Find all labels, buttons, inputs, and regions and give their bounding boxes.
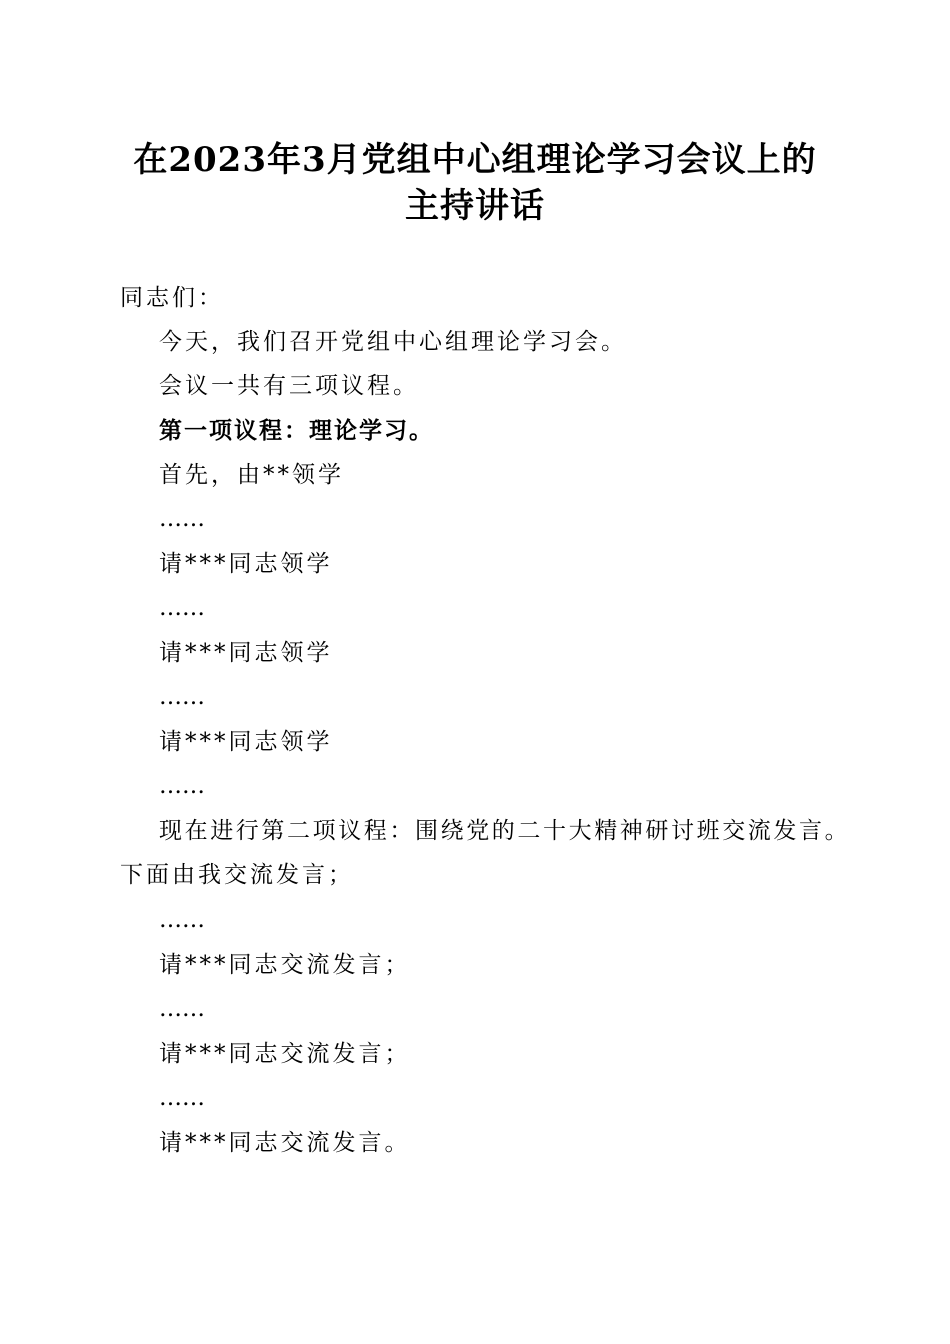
- paragraph: 请***同志交流发言；: [159, 952, 411, 978]
- paragraph: 请***同志交流发言。: [159, 1130, 411, 1156]
- paragraph: 今天，我们召开党组中心组理论学习会。: [159, 329, 627, 355]
- document-title-line-2: 主持讲话: [405, 186, 545, 226]
- paragraph: 请***同志领学: [159, 729, 333, 755]
- paragraph: 会议一共有三项议程。: [159, 373, 419, 399]
- ellipsis-line: ……: [159, 1085, 205, 1111]
- ellipsis-line: ……: [159, 506, 205, 532]
- paragraph-continuation: 下面由我交流发言；: [120, 862, 354, 888]
- document-title-line-1: 在2023年3月党组中心组理论学习会议上的: [133, 140, 817, 180]
- salutation: 同志们：: [120, 285, 224, 311]
- paragraph: 首先，由**领学: [159, 462, 344, 488]
- paragraph: 现在进行第二项议程：围绕党的二十大精神研讨班交流发言。: [159, 818, 851, 844]
- ellipsis-line: ……: [159, 907, 205, 933]
- ellipsis-line: ……: [159, 684, 205, 710]
- paragraph: 请***同志领学: [159, 640, 333, 666]
- ellipsis-line: ……: [159, 773, 205, 799]
- paragraph: 请***同志交流发言；: [159, 1041, 411, 1067]
- agenda-heading: 第一项议程：理论学习。: [159, 417, 434, 444]
- ellipsis-line: ……: [159, 996, 205, 1022]
- paragraph: 请***同志领学: [159, 551, 333, 577]
- ellipsis-line: ……: [159, 595, 205, 621]
